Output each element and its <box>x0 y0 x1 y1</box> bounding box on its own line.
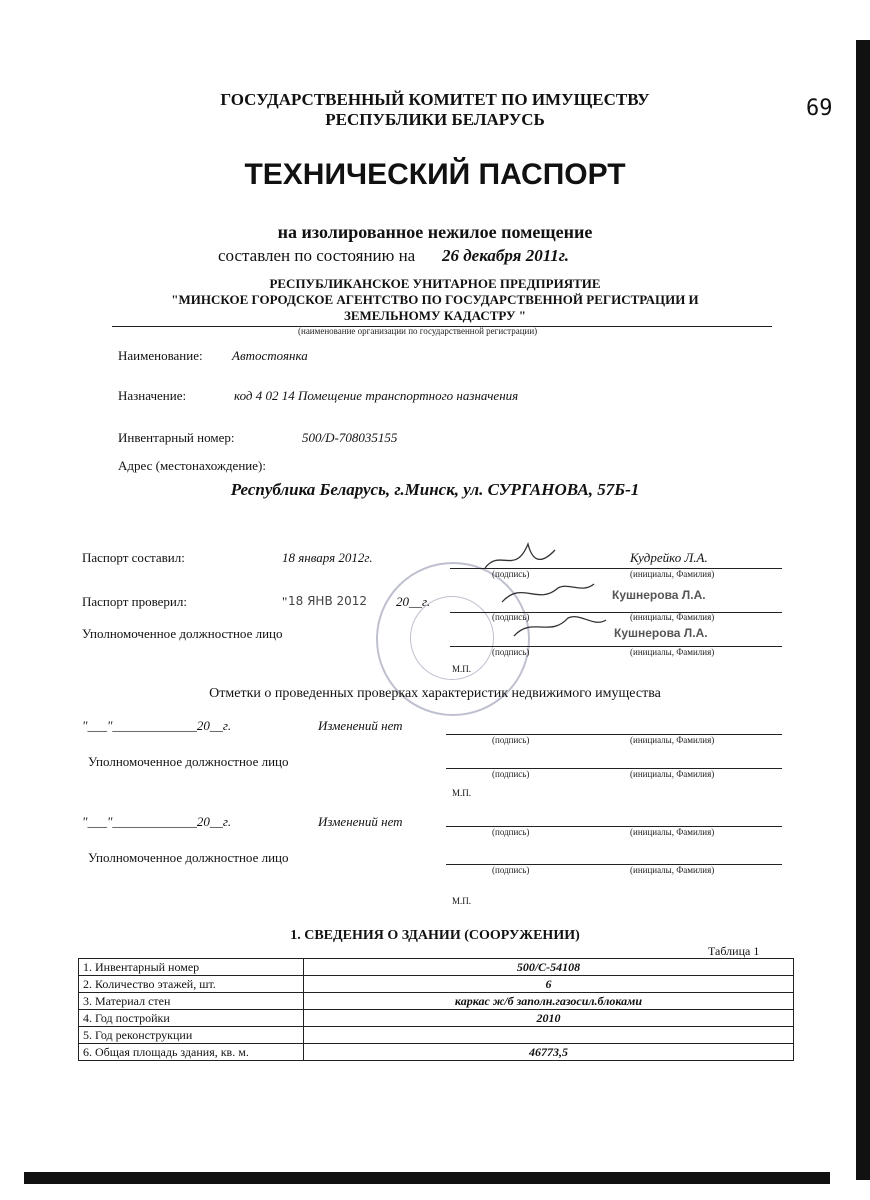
compiled-name: Кудрейко Л.А. <box>630 550 708 565</box>
scan-edge-bottom <box>24 1172 830 1184</box>
official-name: Кушнерова Л.А. <box>614 626 708 640</box>
row-label: 3. Материал стен <box>79 993 304 1010</box>
row-value: 46773,5 <box>304 1044 794 1061</box>
table-row <box>79 1027 794 1044</box>
signature-scribble-1 <box>480 538 560 578</box>
purpose-value: код 4 02 14 Помещение транспортного назначения <box>234 388 519 403</box>
check1-no-changes: Изменений нет <box>318 718 403 733</box>
purpose-label: Назначение: <box>118 388 187 403</box>
caption-initials: (инициалы, Фамилия) <box>630 647 715 657</box>
inventory-label: Инвентарный номер: <box>118 430 235 445</box>
document-subtitle: на изолированное нежилое помещение <box>277 222 593 242</box>
mp-mark: М.П. <box>452 788 472 798</box>
org-caption: (наименование организации по государственной регистрации) <box>298 326 538 336</box>
caption-signature: (подпись) <box>492 735 530 745</box>
address-value: Республика Беларусь, г.Минск, ул. СУРГАНОВА, 57Б-1 <box>230 480 640 499</box>
row-value: 500/С-54108 <box>304 959 794 976</box>
table-row <box>79 1010 794 1027</box>
signature-scribble-3 <box>510 608 610 644</box>
caption-signature: (подпись) <box>492 865 530 875</box>
row-label: 1. Инвентарный номер <box>79 959 304 976</box>
caption-signature: (подпись) <box>492 569 530 579</box>
committee-line-1: ГОСУДАРСТВЕННЫЙ КОМИТЕТ ПО ИМУЩЕСТВУ <box>220 90 650 109</box>
mp-mark: М.П. <box>452 896 472 906</box>
table-label: Таблица 1 <box>708 944 760 958</box>
table-row <box>79 1044 794 1061</box>
row-label: 4. Год постройки <box>79 1010 304 1027</box>
committee-line-2: РЕСПУБЛИКИ БЕЛАРУСЬ <box>325 110 545 129</box>
caption-initials: (инициалы, Фамилия) <box>630 612 715 622</box>
row-label: 6. Общая площадь здания, кв. м. <box>79 1044 304 1061</box>
committee-title <box>0 90 870 130</box>
row-value <box>304 1027 794 1044</box>
row-label: 2. Количество этажей, шт. <box>79 976 304 993</box>
mp-mark: М.П. <box>452 664 472 674</box>
page-number: 69 <box>806 96 833 121</box>
official-label: Уполномоченное должностное лицо <box>82 626 283 641</box>
caption-initials: (инициалы, Фамилия) <box>630 865 715 875</box>
row-value: каркас ж/б заполн.газосил.блоками <box>304 993 794 1010</box>
caption-initials: (инициалы, Фамилия) <box>630 769 715 779</box>
caption-initials: (инициалы, Фамилия) <box>630 827 715 837</box>
compiled-date: 18 января 2012г. <box>282 550 373 565</box>
caption-signature: (подпись) <box>492 827 530 837</box>
checked-date-stamp: 18 ЯНВ 2012 <box>288 594 368 608</box>
checked-date-prefix: " <box>282 594 288 609</box>
row-value: 2010 <box>304 1010 794 1027</box>
caption-signature: (подпись) <box>492 647 530 657</box>
state-date: 26 декабря 2011г. <box>442 246 570 265</box>
caption-signature: (подпись) <box>492 612 530 622</box>
table-row <box>79 976 794 993</box>
check1-official-label: Уполномоченное должностное лицо <box>88 754 289 769</box>
caption-signature: (подпись) <box>492 769 530 779</box>
compiled-label: Паспорт составил: <box>82 550 185 565</box>
caption-initials: (инициалы, Фамилия) <box>630 569 715 579</box>
org-line-2: "МИНСКОЕ ГОРОДСКОЕ АГЕНТСТВО ПО ГОСУДАРСТВЕННОЙ РЕГИСТРАЦИИ И <box>171 292 699 307</box>
caption-initials: (инициалы, Фамилия) <box>630 735 715 745</box>
org-line-3: ЗЕМЕЛЬНОМУ КАДАСТРУ " <box>343 308 527 323</box>
row-label: 5. Год реконструкции <box>79 1027 304 1044</box>
org-line-1: РЕСПУБЛИКАНСКОЕ УНИТАРНОЕ ПРЕДПРИЯТИЕ <box>269 276 601 291</box>
state-label: составлен по состоянию на <box>218 246 416 265</box>
row-value: 6 <box>304 976 794 993</box>
checked-name: Кушнерова Л.А. <box>612 588 706 602</box>
inventory-value: 500/D-708035155 <box>302 430 398 445</box>
check2-date: "___"_____________20__г. <box>82 814 232 829</box>
section1-title: 1. СВЕДЕНИЯ О ЗДАНИИ (СООРУЖЕНИИ) <box>290 928 580 943</box>
checked-label: Паспорт проверил: <box>82 594 187 609</box>
checks-title: Отметки о проведенных проверках характеристик недвижимого имущества <box>209 686 661 701</box>
check1-date: "___"_____________20__г. <box>82 718 232 733</box>
signature-scribble-2 <box>498 576 598 612</box>
building-info-table <box>78 958 794 1061</box>
scan-edge-right <box>856 40 870 1180</box>
document-title: ТЕХНИЧЕСКИЙ ПАСПОРТ <box>244 158 626 191</box>
check2-official-label: Уполномоченное должностное лицо <box>88 850 289 865</box>
table-row <box>79 993 794 1010</box>
table-row <box>79 959 794 976</box>
name-value: Автостоянка <box>232 348 308 363</box>
organization-name <box>0 276 870 324</box>
address-label: Адрес (местонахождение): <box>118 458 266 473</box>
name-label: Наименование: <box>118 348 203 363</box>
checked-date-suffix: 20__г. <box>396 594 431 609</box>
check2-no-changes: Изменений нет <box>318 814 403 829</box>
